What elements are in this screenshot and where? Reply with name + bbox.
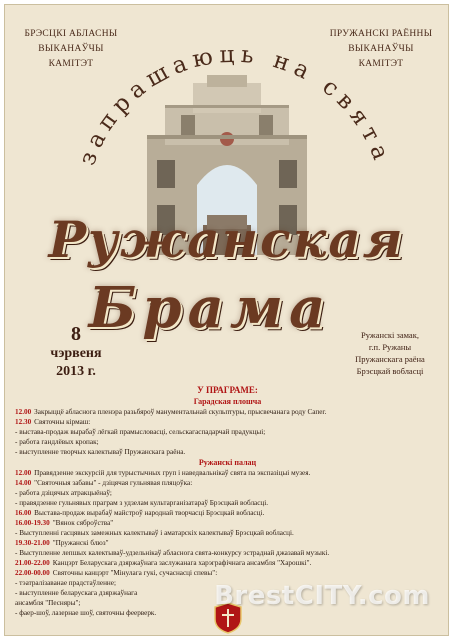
program-item	[15, 498, 440, 508]
program-item-text: - тэатралізаванае прадстаўленне;	[15, 579, 116, 587]
program-item	[15, 568, 440, 578]
date-day: 8	[71, 323, 81, 345]
venue-line: Ружанскі замак,	[361, 330, 419, 340]
program-item-text: - Выступленне лепшых калектываў-удзельнікаў абласнога свята-конкурсу эстраднай джазавай музыкі.	[15, 549, 330, 557]
program-item-time: 12.00	[15, 408, 32, 416]
program-section-title: Гарадская плошча	[193, 397, 262, 406]
program-item-text: - выступленне творчых калектываў Пружанскага раёна.	[15, 448, 186, 456]
program-item-text: - работа дзіцячых атракцыёнаў;	[15, 489, 112, 497]
program-item	[15, 407, 440, 417]
program-item-text: Святочны канцэрт "Мінулага гукі, сучаснасці спевы":	[52, 569, 218, 577]
program-item-text: Канцэрт Беларускага дзяржаўнага заслужанага харэграфічнага ансамбля "Харошкі".	[52, 559, 312, 567]
watermark: BrestCITY.com	[214, 581, 430, 611]
program-item-text: - выстава-продаж вырабаў лёгкай прамысловасці, сельскагаспадарчай прадукцыі;	[15, 428, 266, 436]
title-line-1: Ружанская	[48, 210, 405, 269]
venue-line: Пружанскага раёна	[355, 354, 425, 364]
program-item-time: 12.00	[15, 469, 32, 477]
svg-text:запрашаюць на свята	[74, 42, 395, 169]
program-item	[15, 518, 440, 528]
program-item-text: Закрыццё абласнога пленэра разьбярoў манументальнай скульптуры, прысвечанага роду Сапег.	[34, 408, 327, 416]
program-item-text: ансамбля "Песняры";	[15, 599, 81, 607]
program-heading: У ПРАГРАМЕ:	[197, 385, 258, 395]
program-item-text: Выстава-продаж вырабаў майстроў народнай творчасці Брэсцкай вобласці.	[34, 509, 265, 517]
venue-line: Брэсцкай вобласці	[356, 366, 424, 376]
program-item-text: - работа гандлёвых кропак;	[15, 438, 99, 446]
invite-text: запрашаюць на свята	[74, 41, 396, 169]
program-item	[15, 548, 440, 558]
date-year: 2013 г.	[56, 364, 96, 379]
organizer-right-line: ВЫКАНАЎЧЫ	[348, 44, 414, 54]
program-item-text: Святочны кірмаш:	[34, 418, 91, 426]
program-section-1	[15, 407, 440, 457]
program-item	[15, 437, 440, 447]
program-item	[15, 478, 440, 488]
program-item-time: 14.00	[15, 479, 32, 487]
program-item	[15, 528, 440, 538]
program-item-text: Правядзенне экскурсій для турыстычных груп і наведвальнікаў свята па экспазіцыі музея.	[34, 469, 311, 477]
program-item	[15, 427, 440, 437]
program-item	[15, 508, 440, 518]
invite-arc	[5, 5, 449, 235]
program-item	[15, 488, 440, 498]
program-section-title: Ружанскі палац	[198, 458, 257, 467]
program-item	[15, 417, 440, 427]
program-item-time: 16.00-19.30	[15, 519, 50, 527]
venue	[344, 329, 436, 377]
program-item-text: - правядзенне гульнявых праграм з удзелам культарганізатараў Брэсцкай вобласці.	[15, 499, 269, 507]
program-item-time: 19.30-21.00	[15, 539, 50, 547]
program-item-time: 22.00-00.00	[15, 569, 50, 577]
organizer-right-line: ПРУЖАНСКІ РАЁННЫ	[329, 29, 433, 39]
venue-line: г.п. Ружаны	[368, 342, 412, 352]
program-item-text: - выступленне беларускага дзяржаўнага	[15, 589, 138, 597]
program-item-time: 16.00	[15, 509, 32, 517]
program-item-text: - фаер-шоў, лазернае шоў, святочны феерверк.	[15, 609, 157, 617]
program-item-text: "Пружанскі блюз"	[52, 539, 109, 547]
date-month: чэрвеня	[50, 346, 102, 361]
organizer-left-line: КАМІТЭТ	[48, 59, 94, 69]
event-date	[33, 323, 119, 381]
organizer-left-line: ВЫКАНАЎЧЫ	[38, 44, 104, 54]
program-item-text: "Святочныя забавы" - дзіцячая гульнявая пляцоўка:	[34, 479, 193, 487]
title-line-2: Брама	[88, 275, 332, 341]
organizer-right-line: КАМІТЭТ	[358, 59, 404, 69]
program-item-text: "Вянок сяброўства"	[52, 519, 114, 527]
program-item-time: 12.30	[15, 418, 32, 426]
program-item	[15, 538, 440, 548]
program-item	[15, 447, 440, 457]
program-item-time: 21.00-22.00	[15, 559, 50, 567]
program-item-text: - Выступленні гасцявых замежных калектываў і аматарскіх калектываў Брэсцкай вобласці.	[15, 529, 294, 537]
organizer-left-line: БРЭСЦКІ АБЛАСНЫ	[24, 29, 118, 39]
program-item	[15, 558, 440, 568]
poster	[4, 4, 449, 636]
program-item	[15, 468, 440, 478]
